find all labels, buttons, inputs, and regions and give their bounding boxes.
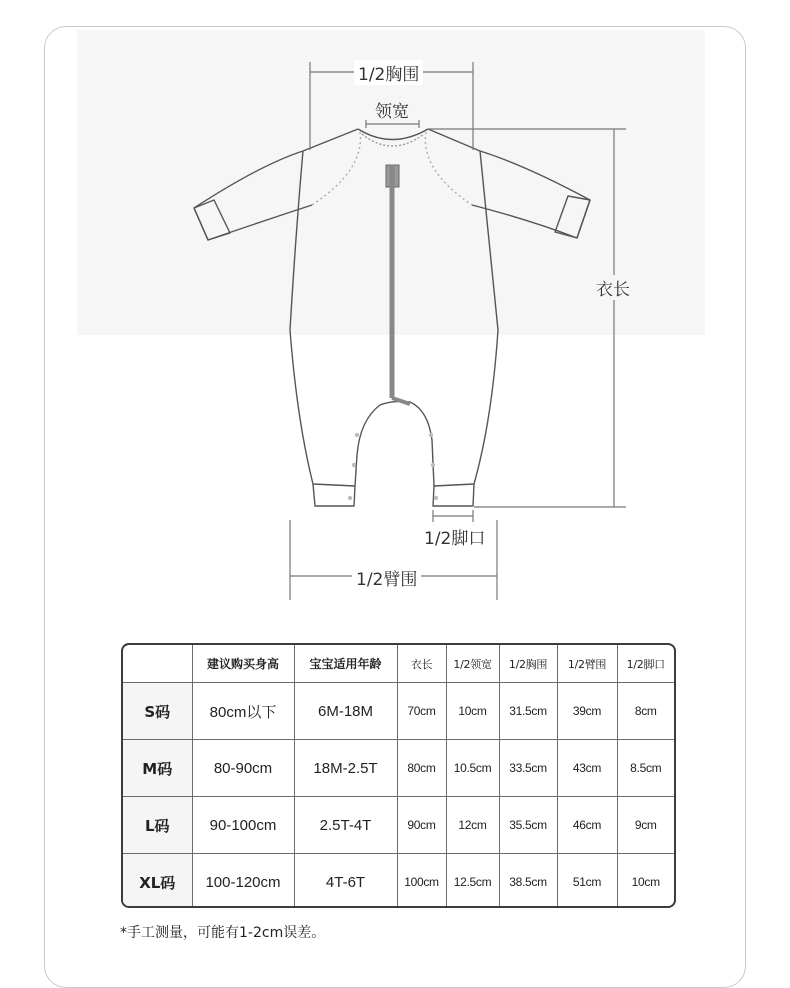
header-cell: 宝宝适用年龄 bbox=[294, 645, 397, 683]
measurement-footnote: *手工测量，可能有1-2cm误差。 bbox=[120, 925, 326, 941]
age-cell: 4T-6T bbox=[294, 854, 397, 909]
label-half-chest: 1/2胸围 bbox=[354, 60, 423, 85]
snap-buttons bbox=[348, 433, 438, 500]
left-sleeve bbox=[194, 151, 312, 240]
sleeve-cell: 39cm bbox=[557, 683, 617, 740]
chest-cell: 31.5cm bbox=[499, 683, 557, 740]
header-cell bbox=[123, 645, 192, 683]
age-cell: 2.5T-4T bbox=[294, 797, 397, 854]
header-cell: 1/2臂围 bbox=[557, 645, 617, 683]
neck-cell: 12.5cm bbox=[446, 854, 499, 909]
length-cell: 100cm bbox=[397, 854, 446, 909]
size-table bbox=[121, 643, 676, 908]
size-cell: M码 bbox=[123, 740, 192, 797]
height-cell: 100-120cm bbox=[192, 854, 294, 909]
cuff-cell: 8cm bbox=[617, 683, 674, 740]
left-cuff bbox=[194, 200, 230, 240]
neck-cell: 12cm bbox=[446, 797, 499, 854]
height-cell: 90-100cm bbox=[192, 797, 294, 854]
header-cell: 衣长 bbox=[397, 645, 446, 683]
zipper bbox=[386, 165, 410, 404]
table-row bbox=[123, 854, 674, 909]
length-cell: 70cm bbox=[397, 683, 446, 740]
left-leg-cuff bbox=[313, 484, 355, 506]
label-half-sleeve: 1/2臂围 bbox=[352, 565, 421, 590]
label-length: 衣长 bbox=[592, 275, 634, 300]
size-cell: L码 bbox=[123, 797, 192, 854]
cuff-cell: 9cm bbox=[617, 797, 674, 854]
table-row bbox=[123, 683, 674, 740]
height-cell: 80cm以下 bbox=[192, 683, 294, 740]
height-cell: 80-90cm bbox=[192, 740, 294, 797]
cuff-cell: 8.5cm bbox=[617, 740, 674, 797]
neck-cell: 10cm bbox=[446, 683, 499, 740]
size-cell: XL码 bbox=[123, 854, 192, 909]
age-cell: 6M-18M bbox=[294, 683, 397, 740]
header-cell: 建议购买身高 bbox=[192, 645, 294, 683]
right-leg-cuff bbox=[433, 484, 474, 506]
right-sleeve bbox=[472, 151, 590, 238]
neck-cell: 10.5cm bbox=[446, 740, 499, 797]
length-cell: 90cm bbox=[397, 797, 446, 854]
cuff-cell: 10cm bbox=[617, 854, 674, 909]
age-cell: 18M-2.5T bbox=[294, 740, 397, 797]
length-cell: 80cm bbox=[397, 740, 446, 797]
sleeve-cell: 46cm bbox=[557, 797, 617, 854]
table-row bbox=[123, 740, 674, 797]
table-row bbox=[123, 797, 674, 854]
sleeve-cell: 51cm bbox=[557, 854, 617, 909]
label-half-leg-cuff: 1/2脚口 bbox=[424, 529, 486, 549]
chest-cell: 35.5cm bbox=[499, 797, 557, 854]
header-cell: 1/2脚口 bbox=[617, 645, 674, 683]
label-neck-width: 领宽 bbox=[375, 102, 409, 122]
table-header-row bbox=[123, 645, 674, 683]
header-cell: 1/2领宽 bbox=[446, 645, 499, 683]
header-cell: 1/2胸围 bbox=[499, 645, 557, 683]
chest-cell: 33.5cm bbox=[499, 740, 557, 797]
size-cell: S码 bbox=[123, 683, 192, 740]
sleeve-cell: 43cm bbox=[557, 740, 617, 797]
chest-cell: 38.5cm bbox=[499, 854, 557, 909]
